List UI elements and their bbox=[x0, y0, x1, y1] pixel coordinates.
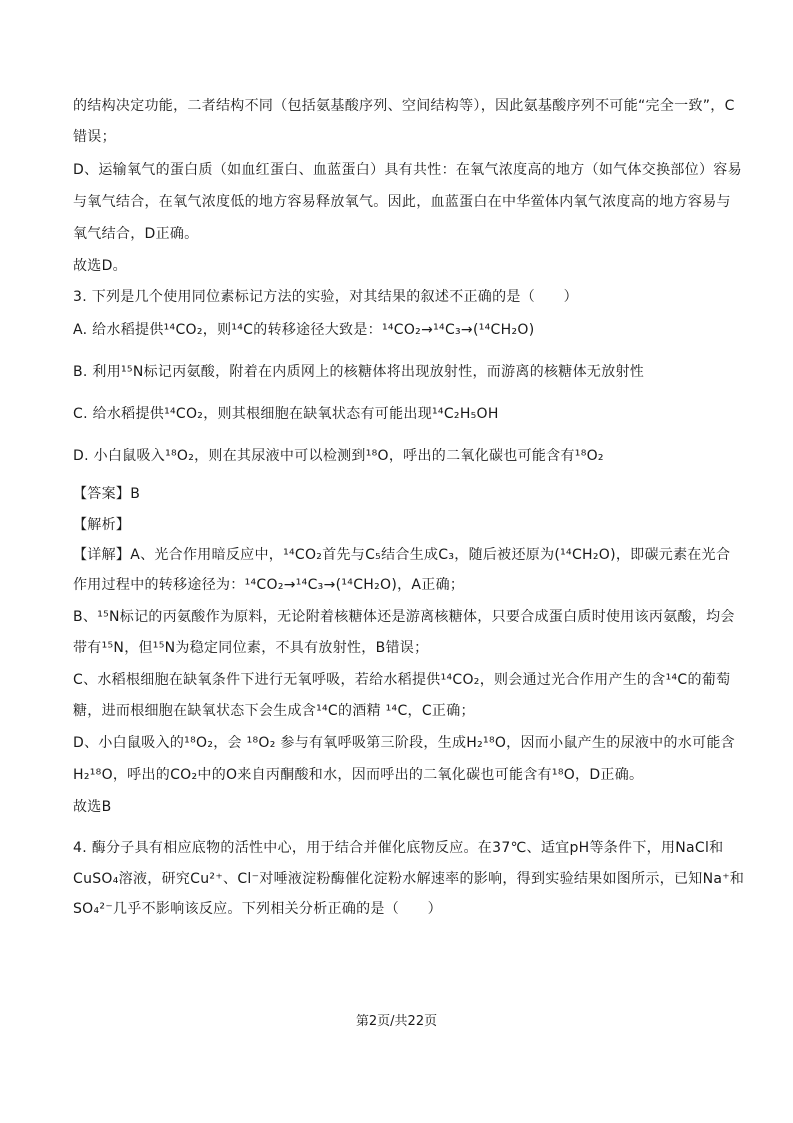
text-line: B、¹⁵N标记的丙氨酸作为原料，无论附着核糖体还是游离核糖体，只要合成蛋白质时使用该丙氨酸，均会 bbox=[73, 609, 735, 625]
option-c: C. 给水稻提供¹⁴CO₂，则其根细胞在缺氧状态有可能出现¹⁴C₂H₅OH bbox=[73, 406, 499, 422]
text-line: 故选B bbox=[73, 799, 112, 815]
option-b: B. 利用¹⁵N标记丙氨酸，附着在内质网上的核糖体将出现放射性，而游离的核糖体无放射性 bbox=[73, 364, 645, 380]
text-line: 氧气结合，D正确。 bbox=[73, 226, 199, 242]
text-line: H₂¹⁸O，呼出的CO₂中的O来自丙酮酸和水，因而呼出的二氧化碳也可能含有¹⁸O，D正确。 bbox=[73, 767, 644, 783]
text-line: 糖，进而根细胞在缺氧状态下会生成含¹⁴C的酒精 ¹⁴C，C正确； bbox=[73, 703, 475, 719]
analysis-label: 【解析】 bbox=[73, 517, 131, 533]
question-4-stem: 4. 酶分子具有相应底物的活性中心，用于结合并催化底物反应。在37℃、适宜pH等条件下，用NaCl和 bbox=[73, 840, 724, 856]
page-number: 第2页/共22页 bbox=[355, 1014, 438, 1029]
text-line: D、运输氧气的蛋白质（如血红蛋白、血蓝蛋白）具有共性：在氧气浓度高的地方（如气体交换部位）容易 bbox=[73, 162, 742, 178]
text-line: D、小白鼠吸入的¹⁸O₂，会 ¹⁸O₂ 参与有氧呼吸第三阶段，生成H₂¹⁸O，因而小鼠产生的尿液中的水可能含 bbox=[73, 735, 735, 751]
text-line: 作用过程中的转移途径为：¹⁴CO₂→¹⁴C₃→(¹⁴CH₂O)，A正确； bbox=[73, 577, 465, 593]
text-line: 【详解】A、光合作用暗反应中，¹⁴CO₂首先与C₅结合生成C₃，随后被还原为(¹⁴CH₂O)，即碳元素在光合 bbox=[73, 547, 731, 563]
option-a: A. 给水稻提供¹⁴CO₂，则¹⁴C的转移途径大致是：¹⁴CO₂→¹⁴C₃→(¹⁴CH₂O) bbox=[73, 322, 535, 338]
text-line: 带有¹⁵N，但¹⁵N为稳定同位素，不具有放射性，B错误； bbox=[73, 640, 429, 656]
option-d: D. 小白鼠吸入¹⁸O₂，则在其尿液中可以检测到¹⁸O，呼出的二氧化碳也可能含有¹⁸O₂ bbox=[73, 448, 604, 464]
text-line: SO₄²⁻几乎不影响该反应。下列相关分析正确的是（ ） bbox=[73, 901, 442, 917]
question-3-stem: 3. 下列是几个使用同位素标记方法的实验，对其结果的叙述不正确的是（ ） bbox=[73, 289, 578, 305]
text-line: 故选D。 bbox=[73, 258, 127, 274]
text-line: CuSO₄溶液，研究Cu²⁺、Cl⁻对唾液淀粉酶催化淀粉水解速率的影响，得到实验结果如图所示，已知Na⁺和 bbox=[73, 871, 745, 887]
text-line: C、水稻根细胞在缺氧条件下进行无氧呼吸，若给水稻提供¹⁴CO₂，则会通过光合作用产生的含¹⁴C的葡萄 bbox=[73, 672, 731, 688]
text-line: 错误； bbox=[73, 129, 116, 145]
answer-label: 【答案】B bbox=[73, 486, 141, 502]
text-line: 与氧气结合，在氧气浓度低的地方容易释放氧气。因此，血蓝蛋白在中华鲎体内氧气浓度高的地方容易与 bbox=[73, 194, 731, 210]
text-line: 的结构决定功能，二者结构不同（包括氨基酸序列、空间结构等），因此氨基酸序列不可能“完全一致”，C bbox=[73, 98, 735, 114]
